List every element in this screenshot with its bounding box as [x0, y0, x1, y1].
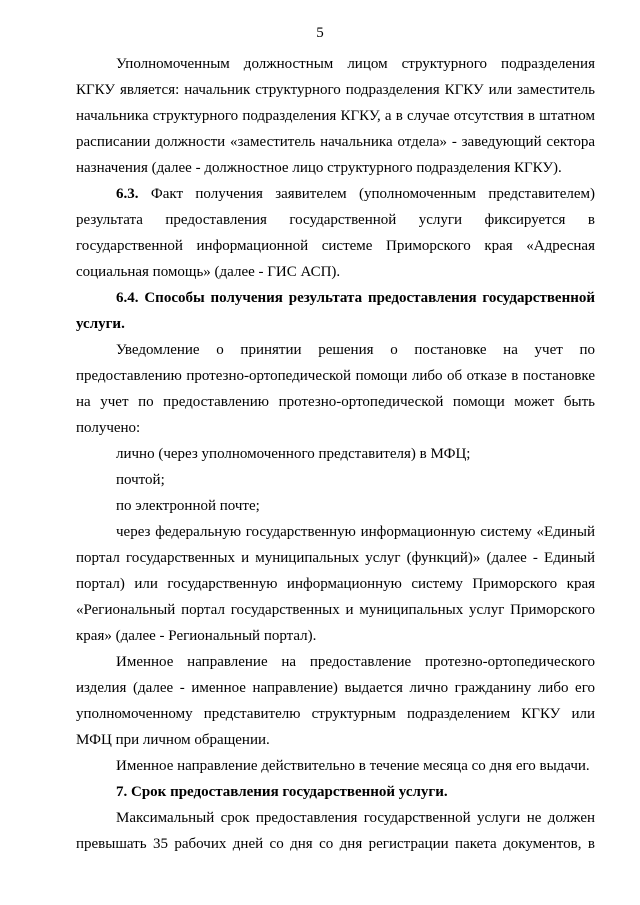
heading-7: 7. Срок предоставления государственной услуги.: [116, 784, 448, 800]
list-item-portal: через федеральную государственную информационную систему «Единый портал государственных и муниципальных услуг (функций)» (далее - Единый портал) или государственную информационную систему Приморского края «Региональный портал государственных и муниципальных услуг Приморского края» (далее - Региональный портал).: [76, 524, 595, 644]
paragraph-named-referral: Именное направление на предоставление протезно-ортопедического изделия (далее - именное направление) выдается лично гражданину либо его уполномоченному представителю структурным подразделением КГКУ или МФЦ при личном обращении.: [76, 654, 595, 748]
paragraph-6-3: [76, 181, 595, 285]
list-item-post: почтой;: [116, 472, 165, 488]
page-number: 5: [316, 25, 324, 41]
list-item-email: по электронной почте;: [116, 498, 260, 514]
heading-6-4: 6.4. Способы получения результата предоставления государственной услуги.: [76, 290, 595, 332]
section-number-6-3: 6.3.: [116, 186, 139, 202]
paragraph-authorized-official: Уполномоченным должностным лицом структурного подразделения КГКУ является: начальник структурного подразделения КГКУ или заместитель начальника структурного подразделения КГКУ, а в случае отсутствия в штатном расписании должности «заместитель начальника отдела» - заведующий сектора назначения (далее - должностное лицо структурного подразделения КГКУ).: [76, 56, 595, 176]
paragraph-6-3-text: Факт получения заявителем (уполномоченным представителем) результата предоставления государственной услуги фиксируется в государственной информационной системе Приморского края «Адресная социальная помощь» (далее - ГИС АСП).: [76, 186, 595, 280]
paragraph-referral-validity: Именное направление действительно в течение месяца со дня его выдачи.: [116, 758, 590, 774]
document-body: [76, 51, 595, 857]
paragraph-max-term: Максимальный срок предоставления государственной услуги не должен превышать 35 рабочих дней со дня со дня регистрации пакета документов, в: [76, 810, 595, 852]
paragraph-notification: Уведомление о принятии решения о постановке на учет по предоставлению протезно-ортопедической помощи либо об отказе в постановке на учет по предоставлению протезно-ортопедической помощи может быть получено:: [76, 342, 595, 436]
list-item-in-person: лично (через уполномоченного представителя) в МФЦ;: [116, 446, 471, 462]
